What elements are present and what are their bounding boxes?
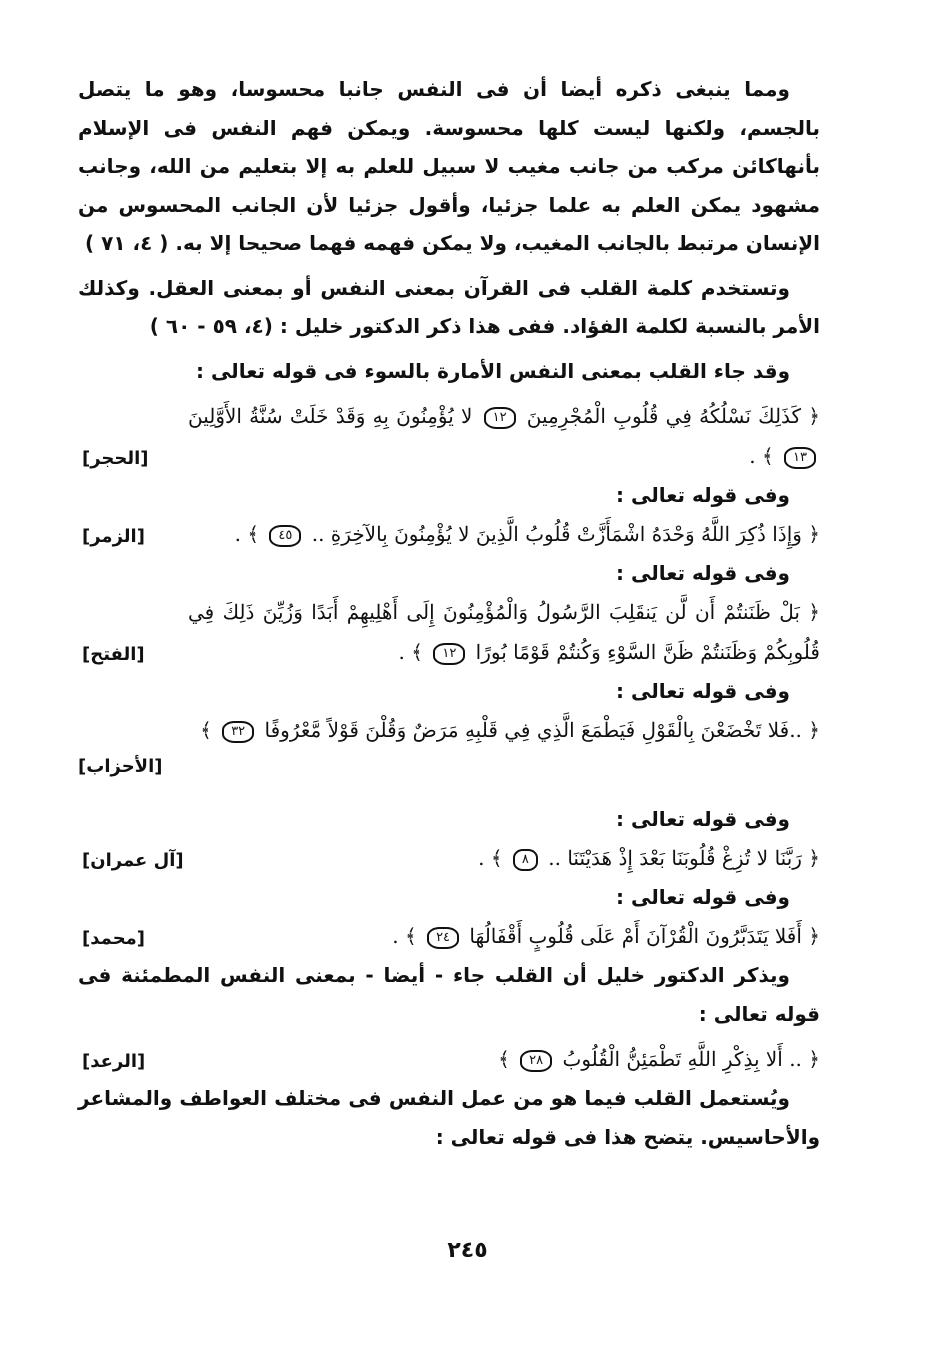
quran-verse-fath	[78, 592, 820, 672]
verse-intro: وفى قوله تعالى :	[616, 807, 790, 831]
verse-open-bracket: ﴿	[808, 718, 820, 742]
verse-number-ornament: ٤٥	[269, 525, 301, 547]
verse-close-bracket: ﴾ .	[234, 522, 260, 546]
verse-text: بَلْ ظَنَنتُمْ أَن لَّن يَنقَلِبَ الرَّسُولُ وَالْمُؤْمِنُونَ إِلَى أَهْلِيهِمْ أَبَدًا وَزُيِّنَ ذَلِكَ فِي قُلُوبِكُمْ وَظَنَنتُمْ ظَنَّ السَّوْءِ وَكُنتُمْ قَوْمًا بُورًا	[188, 600, 820, 664]
verse-intro: وفى قوله تعالى :	[616, 561, 790, 585]
paragraph-heart-evil-soul: وقد جاء القلب بمعنى النفس الأمارة بالسوء فى قوله تعالى :	[195, 358, 790, 383]
verse-text: ..فَلا تَخْضَعْنَ بِالْقَوْلِ فَيَطْمَعَ الَّذِي فِي قَلْبِهِ مَرَضٌ وَقُلْنَ قَوْلاً مَّعْرُوفًا	[264, 718, 802, 742]
paragraph-heart-tranquil-soul: ويذكر الدكتور خليل أن القلب جاء - أيضا - بمعنى النفس المطمئنة فى قوله تعالى :	[78, 963, 820, 1026]
verse-number-ornament: ٢٨	[520, 1050, 552, 1072]
quran-verse-hijr	[78, 396, 820, 476]
verse-intro: وفى قوله تعالى :	[616, 679, 790, 703]
verse-close-bracket: ﴾	[200, 718, 212, 742]
verse-number-ornament: ١٣	[784, 447, 816, 469]
spacer	[78, 784, 820, 800]
quran-verse-ahzab	[78, 710, 820, 784]
verse-close-bracket: ﴾ .	[392, 924, 417, 948]
surah-reference: [الزمر]	[82, 526, 145, 547]
verse-text: أَفَلا يَتَدَبَّرُونَ الْقُرْآنَ أَمْ عَلَى قُلُوبٍ أَقْفَالُهَا	[469, 924, 802, 948]
verse-open-bracket: ﴿	[808, 404, 820, 428]
verse-text: وَإِذَا ذُكِرَ اللَّهُ وَحْدَهُ اشْمَأَزَّتْ قُلُوبُ الَّذِينَ لا يُؤْمِنُونَ بِالآخِرَةِ ..	[311, 522, 802, 546]
verse-open-bracket: ﴿	[808, 522, 820, 546]
verse-open-bracket: ﴿	[808, 1047, 820, 1071]
paragraph-heart-emotions: ويُستعمل القلب فيما هو من عمل النفس فى مختلف العواطف والمشاعر والأحاسيس. يتضح هذا فى قوله تعالى :	[78, 1086, 820, 1149]
page-body	[78, 70, 820, 1162]
surah-reference: [الرعد]	[82, 1051, 146, 1072]
verse-number-ornament: ٨	[513, 849, 538, 871]
verse-open-bracket: ﴿	[808, 924, 820, 948]
verse-close-bracket: ﴾ .	[398, 640, 423, 664]
surah-reference: [الأحزاب]	[78, 756, 163, 777]
page-number: ٢٤٥	[447, 1238, 488, 1263]
paragraph-heart-usage: وتستخدم كلمة القلب فى القرآن بمعنى النفس أو بمعنى العقل. وكذلك الأمر بالنسبة لكلمة الفؤاد. ففى هذا ذكر الدكتور خليل : (٤، ٥٩ - ٦٠ )	[78, 275, 820, 338]
verse-number-ornament: ١٢	[433, 643, 465, 665]
quran-verse-rad	[78, 1039, 820, 1079]
verse-close-bracket: ﴾	[498, 1047, 510, 1071]
verse-text: كَذَلِكَ نَسْلُكُهُ فِي قُلُوبِ الْمُجْرِمِينَ	[526, 404, 802, 428]
verse-close-bracket: ﴾ .	[478, 846, 503, 870]
surah-reference: [محمد]	[82, 928, 146, 949]
verse-intro: وفى قوله تعالى :	[616, 483, 790, 507]
verse-text: رَبَّنَا لا تُزِغْ قُلُوبَنَا بَعْدَ إِذْ هَدَيْتَنَا ..	[548, 846, 802, 870]
verse-number-ornament: ٣٢	[222, 721, 254, 743]
quran-verse-al-imran	[78, 838, 820, 878]
verse-number-ornament: ٢٤	[427, 927, 459, 949]
quran-verse-zumar	[78, 514, 820, 554]
verse-intro: وفى قوله تعالى :	[616, 885, 790, 909]
verse-open-bracket: ﴿	[808, 600, 820, 624]
verse-open-bracket: ﴿	[808, 846, 820, 870]
surah-reference: [الحجر]	[82, 448, 149, 469]
verse-close-bracket: ﴾ .	[749, 444, 774, 468]
verse-number-ornament: ١٢	[484, 407, 516, 429]
surah-reference: [آل عمران]	[82, 850, 184, 871]
paragraph-soul-nature: ومما ينبغى ذكره أيضا أن فى النفس جانبا محسوسا، وهو ما يتصل بالجسم، ولكنها ليست كلها محسوسة. ويمكن فهم النفس فى الإسلام بأنهاكائن مركب من جانب مغيب لا سبيل للعلم به إلا بتعليم من الله، وجانب مشهود يمكن العلم به علما جزئيا، وأقول جزئيا لأن الجانب المحسوس من الإنسان مرتبط بالجانب المغيب، ولا يمكن فهمه فهما صحيحا إلا به. ( ٤، ٧١ )	[78, 77, 820, 255]
surah-reference: [الفتح]	[82, 644, 145, 665]
quran-verse-muhammad	[78, 916, 820, 956]
verse-text: .. أَلا بِذِكْرِ اللَّهِ تَطْمَئِنُّ الْقُلُوبُ	[562, 1047, 802, 1071]
verse-text-continued: لا يُؤْمِنُونَ بِهِ وَقَدْ خَلَتْ سُنَّةُ الأَوَّلِينَ	[188, 404, 473, 428]
